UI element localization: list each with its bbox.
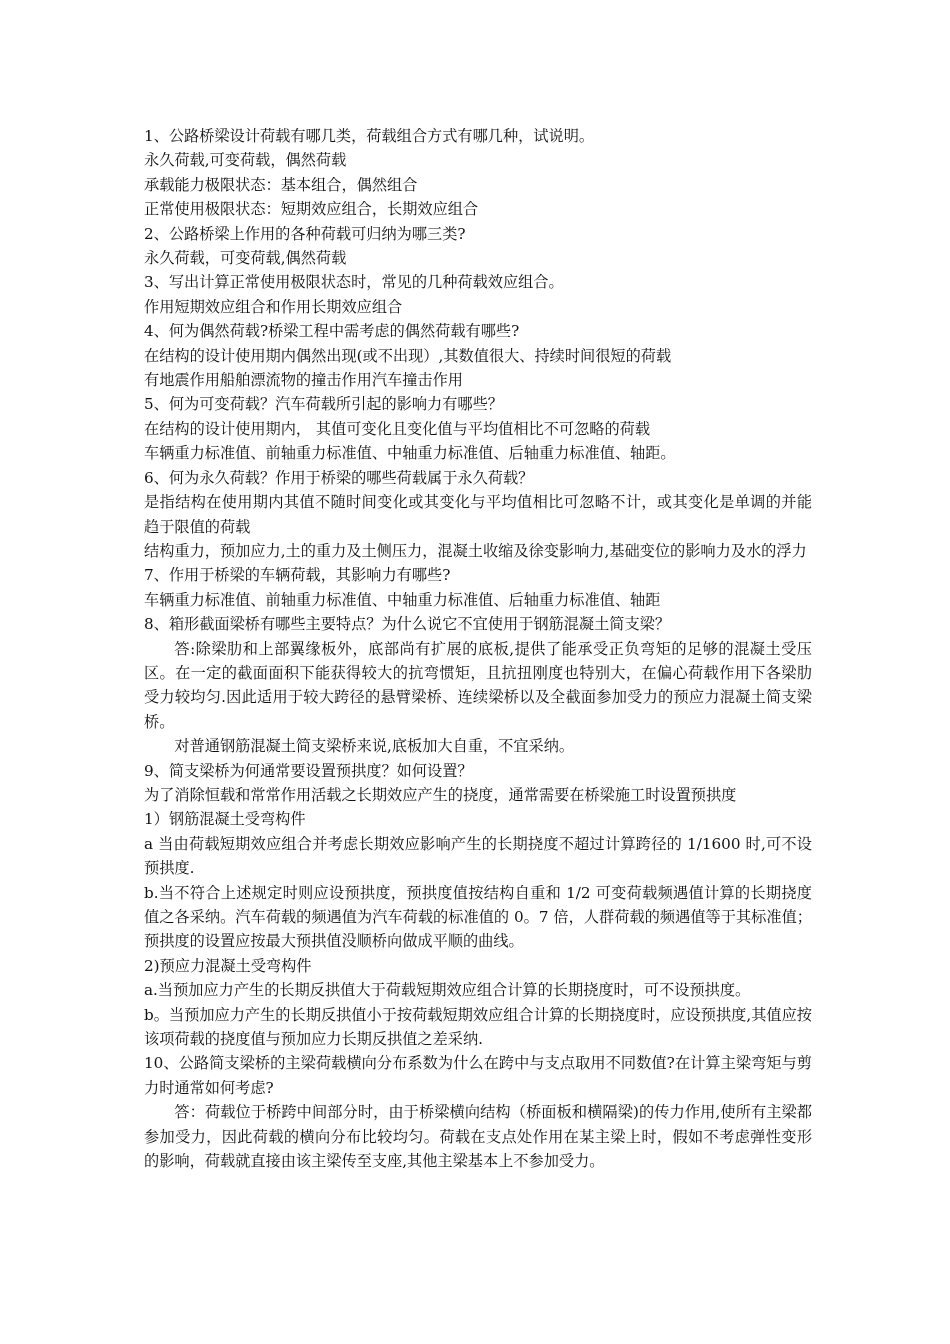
- paragraph: 8、箱形截面梁桥有哪些主要特点？为什么说它不宜使用于钢筋混凝土简支梁？: [144, 615, 671, 634]
- paragraph: 1、公路桥梁设计荷载有哪几类，荷载组合方式有哪几种，试说明。: [144, 127, 595, 145]
- paragraph: 有地震作用船舶漂流物的撞击作用汽车撞击作用: [144, 371, 463, 390]
- paragraph: 承载能力极限状态：基本组合，偶然组合: [144, 175, 418, 194]
- paragraph: 7、作用于桥梁的车辆荷载，其影响力有哪些?: [144, 566, 451, 585]
- paragraph: 永久荷载,可变荷载，偶然荷载: [144, 151, 347, 170]
- paragraph: 5、何为可变荷载？汽车荷载所引起的影响力有哪些？: [144, 395, 503, 414]
- paragraph: 2)预应力混凝土受弯构件: [144, 956, 312, 975]
- paragraph: a 当由荷载短期效应组合并考虑长期效应影响产生的长期挠度不超过计算跨径的 1/1600 时,可不设预拱度.: [144, 834, 812, 878]
- paragraph: b.当不符合上述规定时则应设预拱度，预拱度值按结构自重和 1/2 可变荷载频遇值计算的长期挠度值之各采纳。汽车荷载的频遇值为汽车荷载的标准值的 0。7 倍，人群荷载的频遇值等于其标准值；预拱度的设置应按最大预拱值没顺桥向做成平顺的曲线。: [144, 883, 812, 951]
- paragraph: 4、何为偶然荷载?桥梁工程中需考虑的偶然荷载有哪些?: [144, 322, 520, 341]
- paragraph: a.当预加应力产生的长期反拱值大于荷载短期效应组合计算的长期挠度时，可不设预拱度。: [144, 981, 751, 1000]
- paragraph: 2、公路桥梁上作用的各种荷载可归纳为哪三类?: [144, 224, 466, 243]
- paragraph: 车辆重力标准值、前轴重力标准值、中轴重力标准值、后轴重力标准值、轴距: [144, 590, 661, 609]
- paragraph: 答:除梁肋和上部翼缘板外，底部尚有扩展的底板,提供了能承受正负弯矩的足够的混凝土受压区。在一定的截面面积下能获得较大的抗弯惯矩，且抗扭刚度也特别大，在偏心荷载作用下各梁肋受力较均匀.因此适用于较大跨径的悬臂梁桥、连续梁桥以及全截面参加受力的预应力混凝土简支梁桥。: [144, 639, 812, 731]
- paragraph: 9、简支梁桥为何通常要设置预拱度？如何设置？: [144, 761, 473, 780]
- paragraph: 3、写出计算正常使用极限状态时，常见的几种荷载效应组合。: [144, 273, 564, 292]
- paragraph: 是指结构在使用期内其值不随时间变化或其变化与平均值相比可忽略不计，或其变化是单调的并能趋于限值的荷载: [144, 493, 812, 536]
- paragraph: 在结构的设计使用期内偶然出现(或不出现）,其数值很大、持续时间很短的荷载: [144, 346, 672, 365]
- paragraph: b。当预加应力产生的长期反拱值小于按荷载短期效应组合计算的长期挠度时，应设预拱度,其值应按该项荷载的挠度值与预加应力长期反拱值之差采纳.: [144, 1005, 812, 1049]
- paragraph: 结构重力，预加应力,土的重力及土侧压力，混凝土收缩及徐变影响力,基础变位的影响力及水的浮力: [144, 541, 807, 560]
- document-body: [144, 124, 812, 1173]
- paragraph: 车辆重力标准值、前轴重力标准值、中轴重力标准值、后轴重力标准值、轴距。: [144, 444, 676, 463]
- paragraph: 对普通钢筋混凝土简支梁桥来说,底板加大自重，不宜采纳。: [174, 737, 575, 756]
- paragraph: 为了消除恒载和常常作用活载之长期效应产生的挠度，通常需要在桥梁施工时设置预拱度: [144, 785, 737, 804]
- paragraph: 10、公路简支梁桥的主梁荷载横向分布系数为什么在跨中与支点取用不同数值?在计算主梁弯矩与剪力时通常如何考虑?: [144, 1054, 812, 1097]
- paragraph: 在结构的设计使用期内， 其值可变化且变化值与平均值相比不可忽略的荷载: [144, 419, 651, 438]
- paragraph: 永久荷载，可变荷载,偶然荷载: [144, 249, 347, 268]
- paragraph: 作用短期效应组合和作用长期效应组合: [144, 297, 403, 316]
- paragraph: 6、何为永久荷载？作用于桥梁的哪些荷载属于永久荷载？: [144, 468, 534, 487]
- paragraph: 正常使用极限状态：短期效应组合，长期效应组合: [144, 200, 479, 219]
- paragraph: 1）钢筋混凝土受弯构件: [144, 810, 306, 829]
- paragraph: 答：荷载位于桥跨中间部分时，由于桥梁横向结构（桥面板和横隔梁)的传力作用,使所有主梁都参加受力，因此荷载的横向分布比较均匀。荷载在支点处作用在某主梁上时，假如不考虑弹性变形的影响，荷载就直接由该主梁传至支座,其他主梁基本上不参加受力。: [144, 1103, 812, 1171]
